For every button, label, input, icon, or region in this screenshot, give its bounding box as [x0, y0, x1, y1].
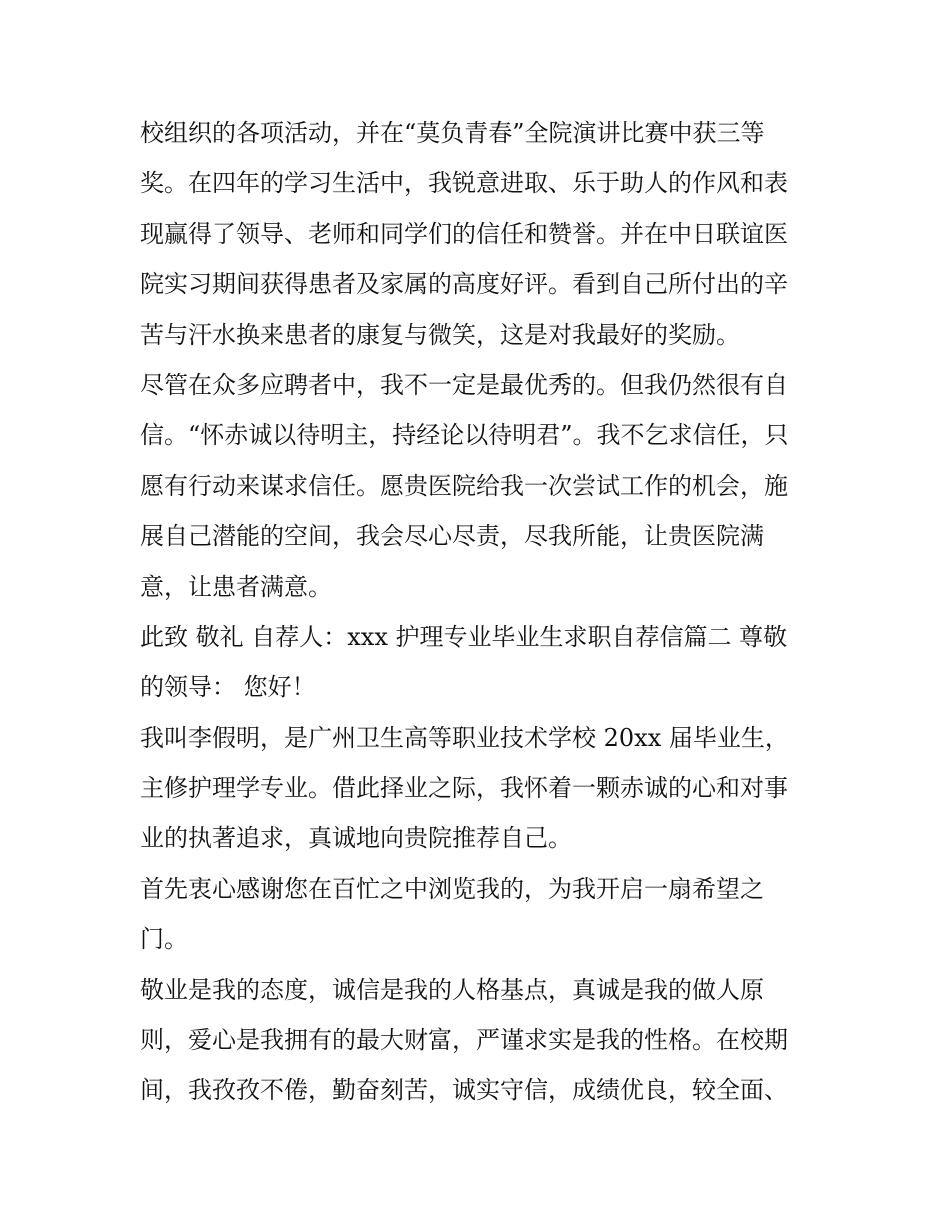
text-line: 展自己潜能的空间，我会尽心尽责，尽我所能，让贵医院满: [140, 522, 764, 551]
text-line: 愿有行动来谋求信任。愿贵医院给我一次尝试工作的机会，施: [140, 471, 788, 500]
text-line: 奖。在四年的学习生活中，我锐意进取、乐于助人的作风和表: [140, 169, 788, 198]
text-line: 苦与汗水换来患者的康复与微笑，这是对我最好的奖励。: [140, 320, 740, 349]
text-line: 院实习期间获得患者及家属的高度好评。看到自己所付出的辛: [140, 270, 788, 299]
text-line: 尽管在众多应聘者中，我不一定是最优秀的。但我仍然很有自: [140, 370, 788, 399]
text-line: 我叫李假明，是广州卫生高等职业技术学校 20xx 届毕业生，: [140, 723, 789, 752]
text-line: 的领导： 您好！: [140, 673, 316, 702]
text-line: 首先衷心感谢您在百忙之中浏览我的，为我开启一扇希望之: [140, 874, 764, 903]
text-line: 业的执著追求，真诚地向贵院推荐自己。: [140, 824, 572, 853]
text-line: 此致 敬礼 自荐人：xxx 护理专业毕业生求职自荐信篇二 尊敬: [140, 622, 788, 651]
text-line: 意，让患者满意。: [140, 572, 332, 601]
text-line: 信。“怀赤诚以待明主，持经论以待明君”。我不乞求信任，只: [140, 421, 789, 450]
text-line: 间，我孜孜不倦，勤奋刻苦，诚实守信，成绩优良，较全面、: [140, 1076, 788, 1105]
text-line: 现赢得了领导、老师和同学们的信任和赞誉。并在中日联谊医: [140, 219, 788, 248]
text-line: 敬业是我的态度，诚信是我的人格基点，真诚是我的做人原: [140, 975, 764, 1004]
text-line: 则，爱心是我拥有的最大财富，严谨求实是我的性格。在校期: [140, 1026, 788, 1055]
text-line: 门。: [140, 925, 188, 954]
text-line: 主修护理学专业。借此择业之际，我怀着一颗赤诚的心和对事: [140, 774, 788, 803]
text-line: 校组织的各项活动，并在“莫负青春”全院演讲比赛中获三等: [140, 119, 765, 147]
document-body: [140, 108, 820, 1116]
